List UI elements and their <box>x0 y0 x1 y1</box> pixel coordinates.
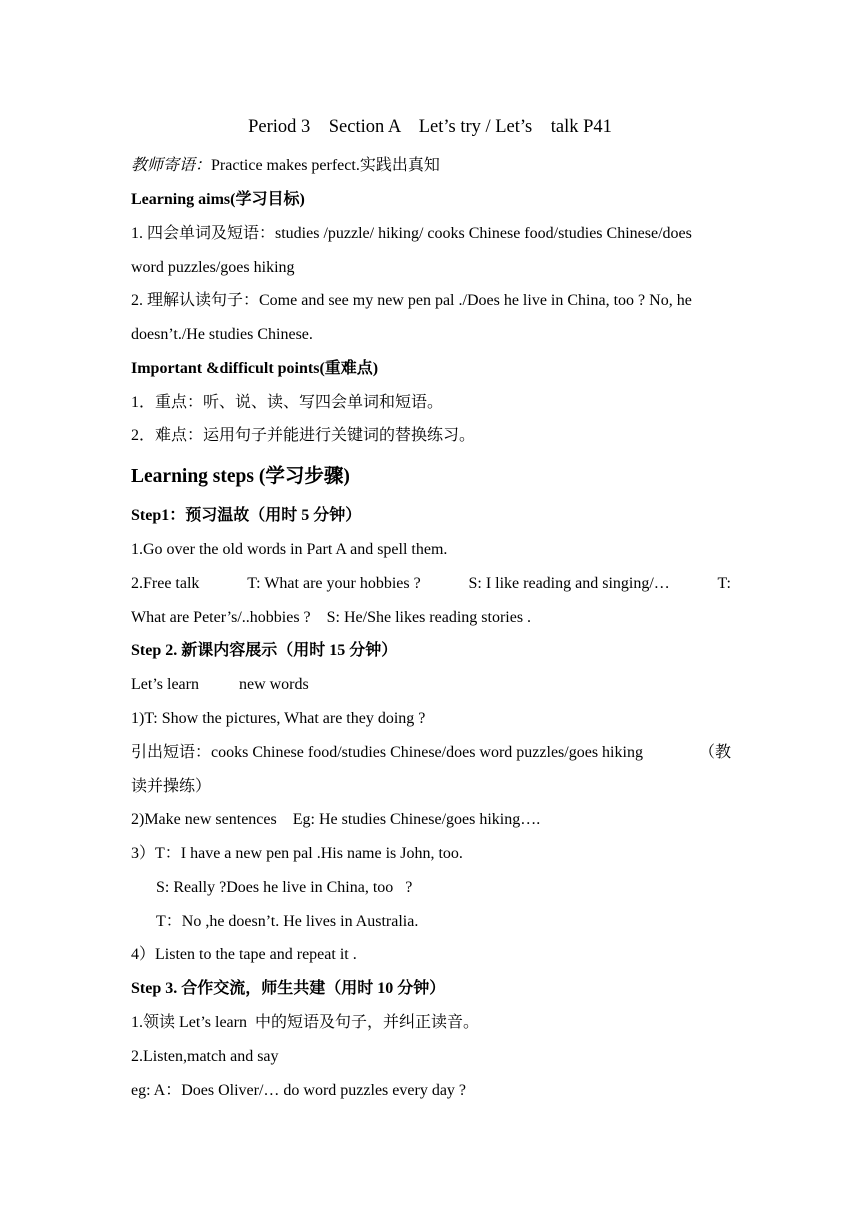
step2-line-4: 读并操练） <box>131 778 212 795</box>
motto-label: 教师寄语： <box>131 157 212 174</box>
step2-line-2: 1)T: Show the pictures, What are they doing ? <box>131 710 426 727</box>
page-title: Period 3 Section A Let’s try / Let’s talk P41 <box>248 117 612 137</box>
step1-line-1: 1.Go over the old words in Part A and spell them. <box>131 541 448 558</box>
step2-line-8: T：No ,he doesn’t. He lives in Australia. <box>156 913 419 930</box>
aims-item-1-line-2: word puzzles/goes hiking <box>131 259 295 276</box>
learning-steps-heading: Learning steps (学习步骤) <box>131 466 350 487</box>
free-talk-teacher: T: <box>717 575 731 592</box>
aims-item-1-line-1: 1. 四会单词及短语：studies /puzzle/ hiking/ cooks Chinese food/studies Chinese/does <box>131 225 692 242</box>
phrases-intro: 引出短语：cooks Chinese food/studies Chinese/does word puzzles/goes hiking <box>131 744 643 761</box>
step2-line-6: 3）T：I have a new pen pal .His name is John, too. <box>131 845 463 862</box>
step3-heading: Step 3. 合作交流，师生共建（用时 10 分钟） <box>131 980 446 997</box>
step3-line-2: 2.Listen,match and say <box>131 1048 279 1065</box>
key-point-2: 2．难点：运用句子并能进行关键词的替换练习。 <box>131 427 476 444</box>
step2-line-7: S: Really ?Does he live in China, too ? <box>156 879 413 896</box>
aims-item-2-line-1: 2. 理解认读句子：Come and see my new pen pal ./Does he live in China, too ? No, he <box>131 292 692 309</box>
phrases-note-start: （教 <box>698 744 731 761</box>
key-points-heading: Important &difficult points(重难点) <box>131 360 379 377</box>
step2-line-3 <box>131 743 731 763</box>
step1-heading: Step1：预习温故（用时 5 分钟） <box>131 507 362 524</box>
step2-line-5: 2)Make new sentences Eg: He studies Chinese/goes hiking…. <box>131 811 541 828</box>
learning-aims-heading: Learning aims(学习目标) <box>131 191 305 208</box>
free-talk-question: T: What are your hobbies ? <box>247 575 421 592</box>
step2-line-1: Let’s learn new words <box>131 676 309 693</box>
step3-line-3: eg: A：Does Oliver/… do word puzzles every day ? <box>131 1082 467 1099</box>
free-talk-answer: S: I like reading and singing/… <box>468 575 670 592</box>
aims-item-2-line-2: doesn’t./He studies Chinese. <box>131 326 313 343</box>
free-talk-label: 2.Free talk <box>131 575 200 592</box>
step1-line-2 <box>131 574 731 594</box>
teacher-motto <box>131 156 440 176</box>
key-point-1: 1．重点：听、说、读、写四会单词和短语。 <box>131 394 444 411</box>
motto-text: Practice makes perfect.实践出真知 <box>211 157 440 174</box>
step3-line-1: 1.领读 Let’s learn 中的短语及句子，并纠正读音。 <box>131 1014 479 1031</box>
step1-line-3: What are Peter’s/..hobbies ? S: He/She likes reading stories . <box>131 609 532 626</box>
step2-line-9: 4）Listen to the tape and repeat it . <box>131 946 357 963</box>
step2-heading: Step 2. 新课内容展示（用时 15 分钟） <box>131 642 398 659</box>
